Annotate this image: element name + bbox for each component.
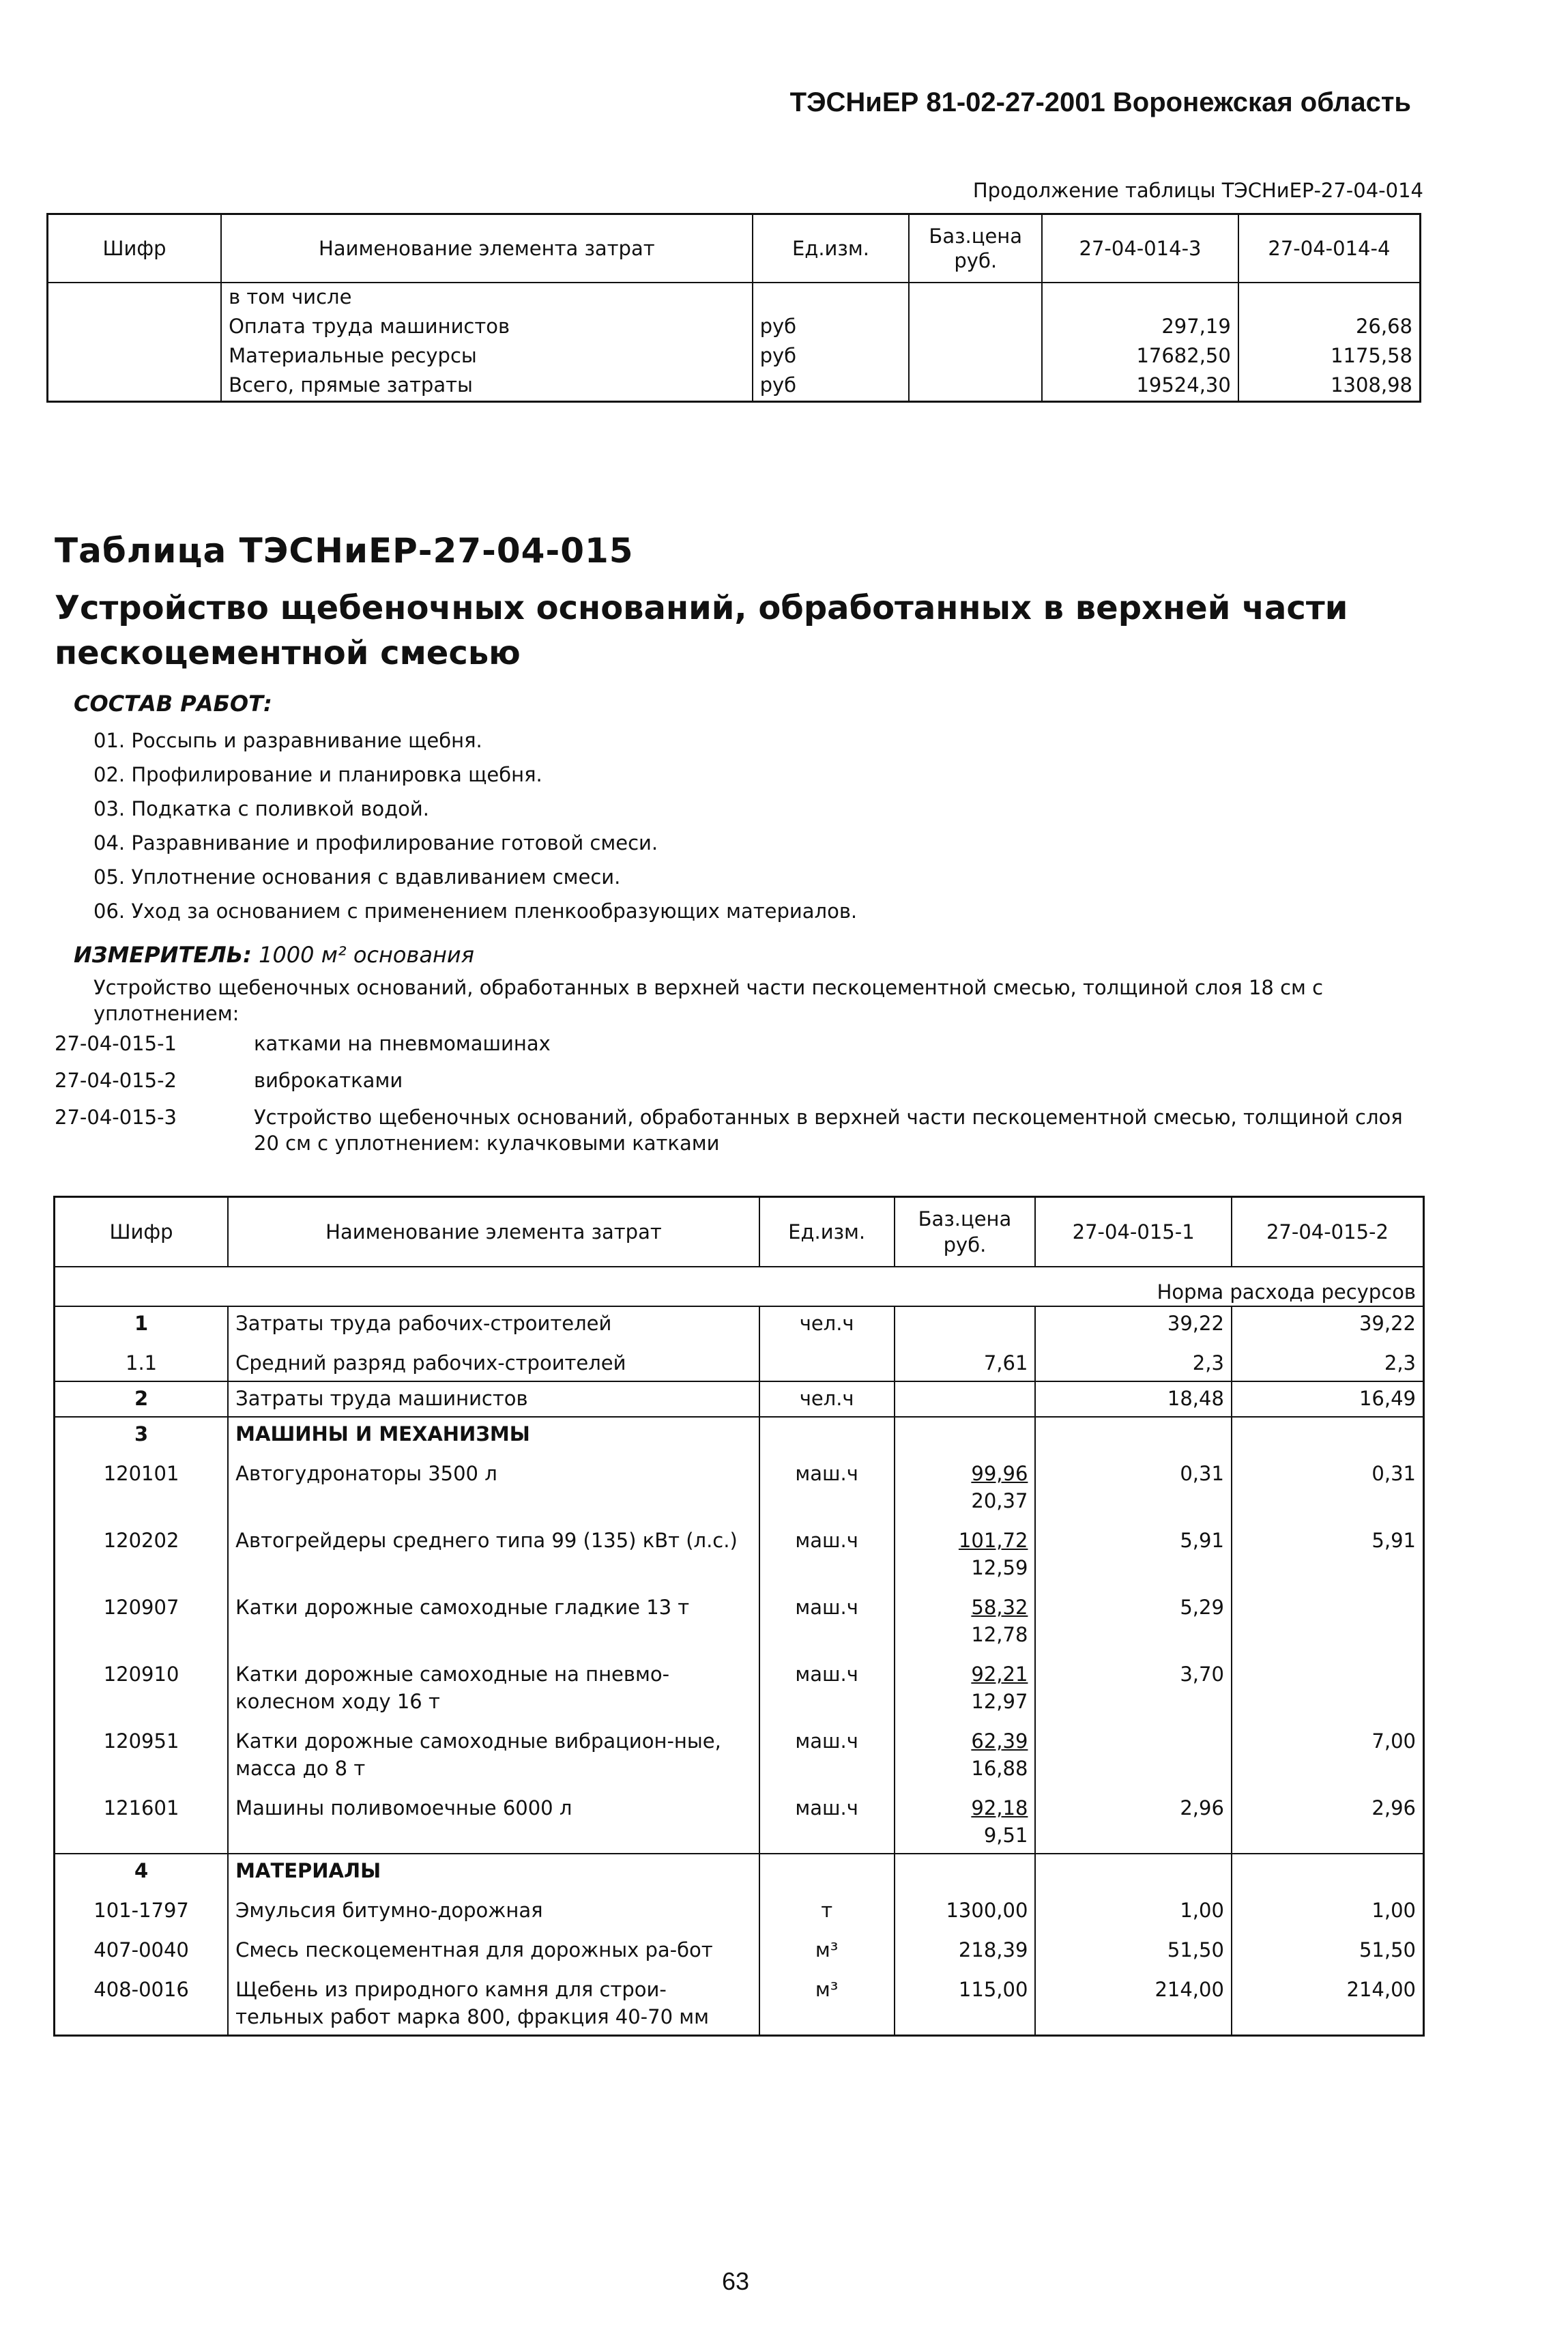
header-code: Шифр — [48, 214, 222, 283]
table-continuation-label: Продолжение таблицы ТЭСНиЕР-27-04-014 — [972, 179, 1423, 202]
cell-unit: чел.ч — [759, 1381, 895, 1417]
cell-name: МАШИНЫ И МЕХАНИЗМЫ — [228, 1417, 759, 1452]
table-header-row — [55, 1197, 1424, 1267]
cell-price — [895, 1585, 1036, 1652]
cell-name: Затраты труда машинистов — [228, 1381, 759, 1417]
cell-code: 3 — [55, 1417, 229, 1452]
header-name: Наименование элемента затрат — [228, 1197, 759, 1267]
cell-value-2: 1308,98 — [1238, 371, 1421, 402]
price-worker-wage: 12,78 — [971, 1623, 1028, 1646]
cell-code — [48, 342, 222, 371]
work-item: 01. Россыпь и разравнивание щебня. — [93, 729, 482, 752]
cell-price — [895, 1888, 1036, 1928]
work-item: 06. Уход за основанием с применением пленкообразующих материалов. — [93, 900, 858, 923]
cell-price — [895, 1652, 1036, 1719]
cell-code: 2 — [55, 1381, 229, 1417]
cell-name: Всего, прямые затраты — [221, 371, 752, 402]
cell-value-1 — [1042, 283, 1238, 313]
cell-price — [909, 342, 1042, 371]
table-row — [48, 313, 1421, 342]
table-row — [55, 1854, 1424, 1888]
cell-value-2 — [1232, 1417, 1424, 1452]
cell-price — [895, 1452, 1036, 1519]
cell-value-1: 17682,50 — [1042, 342, 1238, 371]
table-row — [55, 1968, 1424, 2036]
cell-code: 101-1797 — [55, 1888, 229, 1928]
table-row — [55, 1719, 1424, 1786]
cell-name: Катки дорожные самоходные гладкие 13 т — [228, 1585, 759, 1652]
resource-table — [53, 1196, 1425, 2037]
cell-value-1 — [1035, 1417, 1232, 1452]
measure-value: 1000 м² основания — [259, 942, 474, 968]
header-col2: 27-04-014-4 — [1238, 214, 1421, 283]
price-value: 58,32 — [971, 1596, 1028, 1619]
cell-name: Смесь пескоцементная для дорожных ра-бот — [228, 1928, 759, 1968]
cell-price — [895, 1341, 1036, 1381]
header-unit: Ед.изм. — [759, 1197, 895, 1267]
table-row — [55, 1381, 1424, 1417]
variant-item — [55, 1067, 1414, 1093]
cell-value-1: 39,22 — [1035, 1306, 1232, 1341]
cell-unit: маш.ч — [759, 1786, 895, 1854]
cell-value-1: 3,70 — [1035, 1652, 1232, 1719]
cell-price — [895, 1719, 1036, 1786]
price-worker-wage: 16,88 — [971, 1757, 1028, 1780]
cell-code: 4 — [55, 1854, 229, 1888]
variant-code: 27-04-015-3 — [55, 1106, 177, 1129]
cell-value-2: 2,3 — [1232, 1341, 1424, 1381]
cell-code: 407-0040 — [55, 1928, 229, 1968]
header-price: Баз.цена руб. — [895, 1197, 1036, 1267]
table-row — [55, 1888, 1424, 1928]
cell-unit: маш.ч — [759, 1519, 895, 1585]
cell-value-2: 7,00 — [1232, 1719, 1424, 1786]
cell-value-2: 214,00 — [1232, 1968, 1424, 2036]
measure-label: ИЗМЕРИТЕЛЬ: — [74, 942, 252, 968]
cell-code — [48, 283, 222, 313]
cell-price — [895, 1381, 1036, 1417]
description: Устройство щебеночных оснований, обработанных в верхней части пескоцементной смесью, толщиной слоя 18 см с уплотнением: — [93, 976, 1324, 1025]
price-value: 92,18 — [971, 1796, 1028, 1820]
table-row — [48, 283, 1421, 313]
cell-value-2 — [1238, 283, 1421, 313]
cell-name: Автогудронаторы 3500 л — [228, 1452, 759, 1519]
price-value: 218,39 — [958, 1938, 1028, 1961]
cell-value-2: 1175,58 — [1238, 342, 1421, 371]
cell-unit: руб — [753, 313, 910, 342]
cell-name: Средний разряд рабочих-строителей — [228, 1341, 759, 1381]
cell-price — [895, 1928, 1036, 1968]
cell-code: 121601 — [55, 1786, 229, 1854]
cell-unit: м³ — [759, 1928, 895, 1968]
variant-item — [55, 1104, 1414, 1156]
page-number: 63 — [722, 2267, 750, 2295]
cell-value-1: 0,31 — [1035, 1452, 1232, 1519]
cell-unit: т — [759, 1888, 895, 1928]
cell-unit — [759, 1854, 895, 1888]
header-col1: 27-04-015-1 — [1035, 1197, 1232, 1267]
cell-name: Щебень из природного камня для строи-тельных работ марка 800, фракция 40-70 мм — [228, 1968, 759, 2036]
cell-code: 120101 — [55, 1452, 229, 1519]
cell-value-1: 18,48 — [1035, 1381, 1232, 1417]
cell-price — [909, 283, 1042, 313]
cell-name: Автогрейдеры среднего типа 99 (135) кВт (л.с.) — [228, 1519, 759, 1585]
work-item: 04. Разравнивание и профилирование готовой смеси. — [93, 831, 658, 854]
table-row — [55, 1519, 1424, 1585]
cell-price — [895, 1968, 1036, 2036]
price-worker-wage: 9,51 — [983, 1824, 1028, 1847]
cell-unit: руб — [753, 342, 910, 371]
cell-unit: маш.ч — [759, 1585, 895, 1652]
table-row — [55, 1652, 1424, 1719]
table-row — [55, 1452, 1424, 1519]
cell-value-1: 5,29 — [1035, 1585, 1232, 1652]
table-row — [55, 1341, 1424, 1381]
cell-value-2: 26,68 — [1238, 313, 1421, 342]
cell-price — [895, 1786, 1036, 1854]
table-row — [48, 371, 1421, 402]
price-value: 1300,00 — [946, 1899, 1028, 1922]
price-value: 92,21 — [971, 1663, 1028, 1686]
cell-value-1: 1,00 — [1035, 1888, 1232, 1928]
work-composition-label: СОСТАВ РАБОТ: — [74, 691, 272, 717]
variant-code: 27-04-015-2 — [55, 1069, 177, 1092]
continuation-table — [46, 213, 1421, 403]
cell-value-2: 16,49 — [1232, 1381, 1424, 1417]
cell-code: 120910 — [55, 1652, 229, 1719]
table-subtitle: Устройство щебеночных оснований, обработанных в верхней части пескоцементной смесью — [55, 589, 1348, 672]
page-header: ТЭСНиЕР 81-02-27-2001 Воронежская область — [789, 87, 1411, 117]
cell-unit: чел.ч — [759, 1306, 895, 1341]
norm-row — [55, 1267, 1424, 1306]
cell-code: 408-0016 — [55, 1968, 229, 2036]
cell-name: в том числе — [221, 283, 752, 313]
cell-price — [895, 1306, 1036, 1341]
variant-item — [55, 1031, 1414, 1056]
variant-text: катками на пневмомашинах — [254, 1032, 551, 1055]
cell-unit — [759, 1341, 895, 1381]
cell-price — [895, 1417, 1036, 1452]
cell-unit: руб — [753, 371, 910, 402]
price-worker-wage: 12,59 — [971, 1556, 1028, 1579]
price-worker-wage: 20,37 — [971, 1489, 1028, 1512]
cell-value-1: 51,50 — [1035, 1928, 1232, 1968]
cell-code: 1 — [55, 1306, 229, 1341]
cell-unit: м³ — [759, 1968, 895, 2036]
cell-name: Катки дорожные самоходные на пневмо-колесном ходу 16 т — [228, 1652, 759, 1719]
cell-unit: маш.ч — [759, 1719, 895, 1786]
table-row — [55, 1786, 1424, 1854]
variant-code: 27-04-015-1 — [55, 1032, 177, 1055]
price-value: 115,00 — [958, 1978, 1028, 2001]
price-value: 7,61 — [983, 1351, 1028, 1375]
cell-name: Машины поливомоечные 6000 л — [228, 1786, 759, 1854]
cell-code: 120951 — [55, 1719, 229, 1786]
cell-name: Материальные ресурсы — [221, 342, 752, 371]
work-item: 02. Профилирование и планировка щебня. — [93, 763, 542, 786]
cell-name: Катки дорожные самоходные вибрацион-ные, масса до 8 т — [228, 1719, 759, 1786]
cell-value-2: 1,00 — [1232, 1888, 1424, 1928]
cell-name: Затраты труда рабочих-строителей — [228, 1306, 759, 1341]
header-col1: 27-04-014-3 — [1042, 214, 1238, 283]
cell-name: Оплата труда машинистов — [221, 313, 752, 342]
cell-code: 120202 — [55, 1519, 229, 1585]
cell-value-1: 2,96 — [1035, 1786, 1232, 1854]
cell-code: 120907 — [55, 1585, 229, 1652]
cell-code — [48, 313, 222, 342]
variant-text: виброкатками — [254, 1069, 403, 1092]
header-col2: 27-04-015-2 — [1232, 1197, 1424, 1267]
cell-name: МАТЕРИАЛЫ — [228, 1854, 759, 1888]
cell-value-2: 39,22 — [1232, 1306, 1424, 1341]
cell-price — [895, 1519, 1036, 1585]
cell-unit — [753, 283, 910, 313]
cell-value-2: 2,96 — [1232, 1786, 1424, 1854]
cell-value-1: 214,00 — [1035, 1968, 1232, 2036]
header-unit: Ед.изм. — [753, 214, 910, 283]
cell-value-2 — [1232, 1585, 1424, 1652]
cell-name: Эмульсия битумно-дорожная — [228, 1888, 759, 1928]
cell-value-1: 297,19 — [1042, 313, 1238, 342]
cell-value-2: 5,91 — [1232, 1519, 1424, 1585]
price-value: 99,96 — [971, 1462, 1028, 1485]
work-composition-list — [93, 723, 857, 928]
price-value: 62,39 — [971, 1729, 1028, 1753]
cell-code: 1.1 — [55, 1341, 229, 1381]
price-worker-wage: 12,97 — [971, 1690, 1028, 1713]
table-row — [55, 1928, 1424, 1968]
cell-price — [909, 313, 1042, 342]
table-row — [55, 1585, 1424, 1652]
cell-value-1 — [1035, 1719, 1232, 1786]
measure-unit — [74, 942, 474, 968]
work-item: 03. Подкатка с поливкой водой. — [93, 797, 429, 820]
price-value: 101,72 — [958, 1529, 1028, 1552]
cell-unit: маш.ч — [759, 1652, 895, 1719]
cell-value-1: 19524,30 — [1042, 371, 1238, 402]
work-item: 05. Уплотнение основания с вдавливанием смеси. — [93, 865, 621, 889]
variant-text: Устройство щебеночных оснований, обработанных в верхней части пескоцементной смесью, толщиной слоя 20 см с уплотнением: кулачковыми катками — [254, 1106, 1403, 1155]
header-price: Баз.цена руб. — [909, 214, 1042, 283]
header-code: Шифр — [55, 1197, 229, 1267]
cell-value-2: 51,50 — [1232, 1928, 1424, 1968]
cell-value-1: 5,91 — [1035, 1519, 1232, 1585]
table-header-row — [48, 214, 1421, 283]
cell-unit — [759, 1417, 895, 1452]
variants-list — [55, 1031, 1414, 1167]
cell-value-2: 0,31 — [1232, 1452, 1424, 1519]
norm-label: Норма расхода ресурсов — [55, 1267, 1424, 1306]
cell-price — [895, 1854, 1036, 1888]
table-row — [55, 1306, 1424, 1341]
table-title: Таблица ТЭСНиЕР-27-04-015 — [55, 531, 634, 571]
cell-value-1: 2,3 — [1035, 1341, 1232, 1381]
cell-price — [909, 371, 1042, 402]
header-name: Наименование элемента затрат — [221, 214, 752, 283]
cell-value-1 — [1035, 1854, 1232, 1888]
cell-unit: маш.ч — [759, 1452, 895, 1519]
table-row — [48, 342, 1421, 371]
table-row — [55, 1417, 1424, 1452]
cell-value-2 — [1232, 1652, 1424, 1719]
cell-code — [48, 371, 222, 402]
cell-value-2 — [1232, 1854, 1424, 1888]
